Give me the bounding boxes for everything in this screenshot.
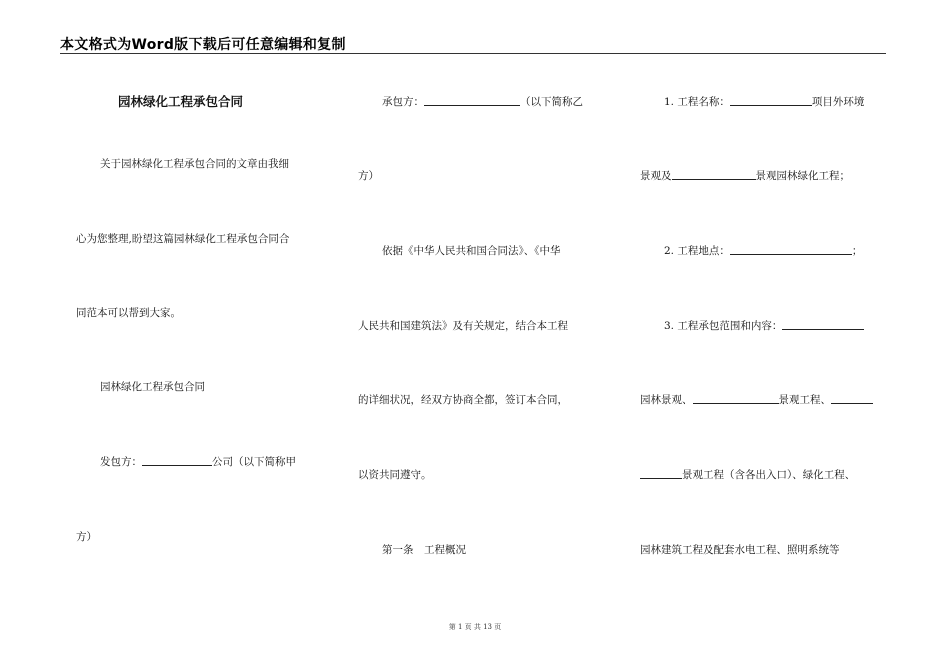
item-1-line-2	[640, 168, 850, 183]
item-3-blank	[782, 318, 864, 330]
item-1-line-2-suffix: 景观园林绿化工程；	[755, 170, 850, 182]
header-banner: 本文格式为Word版下载后可任意编辑和复制	[60, 37, 346, 53]
contract-subtitle: 园林绿化工程承包合同	[100, 381, 205, 393]
item-1-line-2-blank	[672, 168, 756, 180]
item-2-line	[664, 243, 862, 258]
page-footer: 第 1 页 共 13 页	[448, 623, 502, 631]
scope-line-1-mid: 景观工程、	[778, 394, 831, 406]
column-1	[76, 0, 326, 600]
party-b-line	[382, 94, 583, 109]
item-1-line-2-prefix: 景观及	[640, 170, 672, 182]
party-b-blank	[424, 94, 520, 106]
scope-line-2-blank	[640, 467, 682, 479]
article-1-heading: 第一条 工程概况	[382, 544, 466, 556]
column-3	[640, 0, 890, 600]
item-1-suffix: 项目外环境	[811, 96, 865, 108]
scope-line-1	[640, 392, 873, 407]
party-a-line	[100, 454, 296, 469]
party-a-end: 方）	[76, 531, 97, 543]
item-2-blank	[730, 243, 852, 255]
party-b-end: 方）	[358, 170, 379, 182]
party-a-suffix: 公司（以下简称甲	[212, 456, 296, 468]
scope-line-2-suffix: 景观工程（含各出入口）、绿化工程、	[682, 469, 856, 481]
column-2	[358, 0, 603, 600]
scope-line-3: 园林建筑工程及配套水电工程、照明系统等	[640, 544, 840, 556]
intro-line-2: 心为您整理,盼望这篇园林绿化工程承包合同合	[76, 233, 290, 245]
scope-line-1-blank-a	[693, 392, 779, 404]
intro-line-1: 关于园林绿化工程承包合同的文章由我细	[100, 158, 289, 170]
intro-line-3: 同范本可以帮到大家。	[76, 307, 181, 319]
basis-line-1: 依据《中华人民共和国合同法》、《中华	[382, 245, 561, 257]
scope-line-1-blank-b	[831, 392, 873, 404]
item-1-label: 1. 工程名称：	[664, 96, 730, 108]
document-title: 园林绿化工程承包合同	[118, 94, 244, 109]
basis-line-4: 以资共同遵守。	[358, 469, 432, 481]
item-1-blank	[730, 94, 812, 106]
item-2-label: 2. 工程地点：	[664, 245, 730, 257]
party-b-suffix: （以下简称乙	[520, 96, 583, 108]
party-b-label: 承包方：	[382, 96, 424, 108]
scope-line-1-prefix: 园林景观、	[640, 394, 693, 406]
basis-line-2: 人民共和国建筑法》及有关规定，结合本工程	[358, 320, 568, 332]
party-a-label: 发包方：	[100, 456, 142, 468]
party-a-blank	[142, 454, 212, 466]
scope-line-2	[640, 467, 855, 482]
item-2-suffix: ；	[851, 245, 863, 257]
basis-line-3: 的详细状况，经双方协商全都，签订本合同，	[358, 394, 568, 406]
item-3-line	[664, 318, 864, 333]
item-1-line	[664, 94, 864, 109]
item-3-label: 3. 工程承包范围和内容：	[664, 320, 783, 332]
